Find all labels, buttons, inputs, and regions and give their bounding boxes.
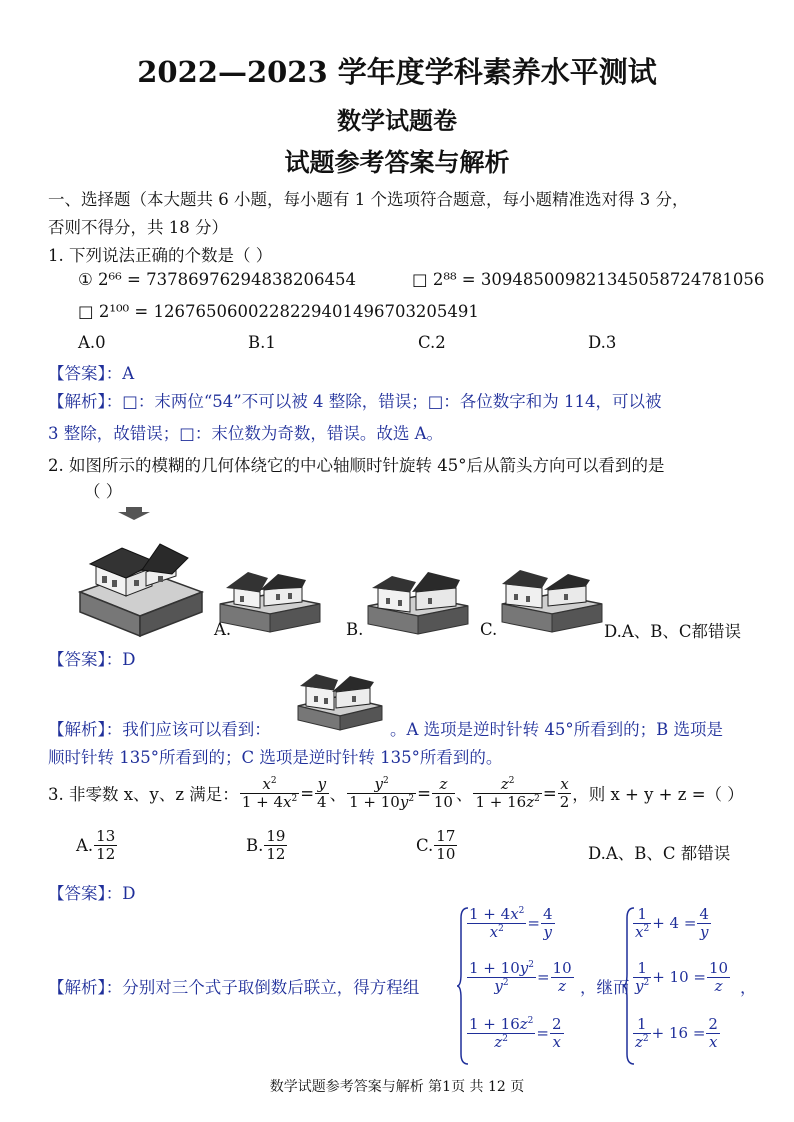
q2-option-b-label: B.: [346, 620, 364, 639]
q3-option-b: B. $\frac{19}{12}$: [246, 827, 286, 863]
q1-option-c: C.2: [418, 333, 446, 352]
q3-eq1-lhs: $\frac{x^2}{1 + 4x^2}$: [241, 775, 298, 811]
geometry-answer-figure: [296, 672, 386, 734]
q1-item1: ① 2⁶⁶ = 73786976294838206454: [78, 270, 357, 289]
q1-option-b: B.1: [248, 333, 276, 352]
q3-eq2-lhs: $\frac{y^2}{1 + 10y^2}$: [349, 775, 415, 811]
q1-analysis-line2: 3 整除，故错误；□：末位数为奇数，错误。故选 A。: [48, 424, 443, 443]
q2-option-c-label: C.: [480, 620, 498, 639]
q3-option-a: A. $\frac{13}{12}$: [76, 827, 116, 863]
system2-eq1: $\frac{1}{x^2}$ + 4 = $\frac{4}{y}$: [635, 905, 709, 941]
q3-eq3-lhs: $\frac{z^2}{1 + 16z^2}$: [475, 775, 540, 811]
system1-eq3: $\frac{1 + 16z^2}{z^2}$ = $\frac{2}{x}$: [469, 1015, 562, 1051]
q2-analysis-suffix: 。A 选项是逆时针转 45°所看到的；B 选项是: [390, 720, 724, 739]
geometry-option-a-figure: [216, 568, 326, 636]
q2-option-d: D.A、B、C都错误: [604, 622, 742, 641]
q2-answer: 【答案】：D: [48, 650, 136, 669]
q1-stem: 1. 下列说法正确的个数是（ ）: [48, 246, 273, 265]
q3-stem-suffix: ，则 x + y + z =（ ）: [572, 785, 744, 804]
q2-stem: 2. 如图所示的模糊的几何体绕它的中心轴顺时针旋转 45°后从箭头方向可以看到的是: [48, 456, 665, 475]
q2-stem-paren: （ ）: [84, 482, 123, 501]
q1-answer: 【答案】：A: [48, 364, 135, 383]
q3-eq3-rhs: $\frac{x}{2}$: [559, 775, 570, 811]
q2-analysis-prefix: 【解析】：我们应该可以看到：: [48, 720, 271, 739]
system1-eq2: $\frac{1 + 10y^2}{y^2}$ = $\frac{10}{z}$: [469, 959, 572, 995]
view-arrow-icon: [114, 506, 154, 525]
q3-stem-prefix: 3. 非零数 x、y、z 满足：: [48, 785, 239, 804]
geometry-option-b-figure: [364, 570, 474, 638]
q2-analysis-line2: 顺时针转 135°所看到的；C 选项是逆时针转 135°所看到的。: [48, 748, 503, 767]
q1-option-a: A.0: [78, 333, 106, 352]
q1-item3: □ 2¹⁰⁰ = 1267650600228229401496703205491: [78, 302, 479, 321]
q3-option-d: D.A、B、C 都错误: [588, 844, 731, 863]
section-intro-line2: 否则不得分，共 18 分）: [48, 218, 228, 237]
q1-item2: □ 2⁸⁸ = 309485009821345058724781056: [412, 270, 765, 289]
q3-analysis-end: ，: [740, 978, 757, 997]
q3-analysis-mid: ，继而: [580, 978, 630, 997]
system2-eq2: $\frac{1}{y^2}$ + 10 = $\frac{10}{z}$: [635, 959, 729, 995]
q3-stem-line: 3. 非零数 x、y、z 满足： $\frac{x^2}{1 + 4x^2}$ = $\frac{y}{4}$ 、 $\frac{y^2}{1 + 10y^2}$ = $\frac{z}{10}$ 、 $\frac{z^2}{1 + 16z^2}$ = $\frac{x}{2}$ ，则 x + y + z =（ ）: [48, 775, 744, 811]
system2-eq3: $\frac{1}{z^2}$ + 16 = $\frac{2}{x}$: [635, 1015, 718, 1051]
geometry-figure-main: [76, 540, 206, 640]
q1-option-d: D.3: [588, 333, 617, 352]
paper-subtitle: 数学试题卷: [337, 106, 457, 135]
geometry-option-c-figure: [498, 568, 608, 636]
q3-option-c: C. $\frac{17}{10}$: [416, 827, 456, 863]
system1-eq1: $\frac{1 + 4x^2}{x^2}$ = $\frac{4}{y}$: [469, 905, 553, 941]
section-title: 试题参考答案与解析: [284, 148, 510, 177]
page-title: 2022—2023 学年度学科素养水平测试: [137, 55, 657, 89]
q3-eq2-rhs: $\frac{z}{10}$: [433, 775, 453, 811]
q1-analysis-line1: 【解析】：□：末两位“54”不可以被 4 整除，错误；□：各位数字和为 114，可以被: [48, 392, 662, 411]
q3-eq1-rhs: $\frac{y}{4}$: [317, 775, 327, 811]
q3-answer: 【答案】：D: [48, 884, 136, 903]
page-footer: 数学试题参考答案与解析 第1页 共 12 页: [269, 1079, 525, 1095]
q3-analysis-prefix: 【解析】：分别对三个式子取倒数后联立，得方程组: [48, 978, 420, 997]
q2-option-a-label: A.: [214, 620, 232, 639]
section-intro-line1: 一、选择题（本大题共 6 小题，每小题有 1 个选项符合题意，每小题精准选对得 3 分，: [48, 190, 689, 209]
